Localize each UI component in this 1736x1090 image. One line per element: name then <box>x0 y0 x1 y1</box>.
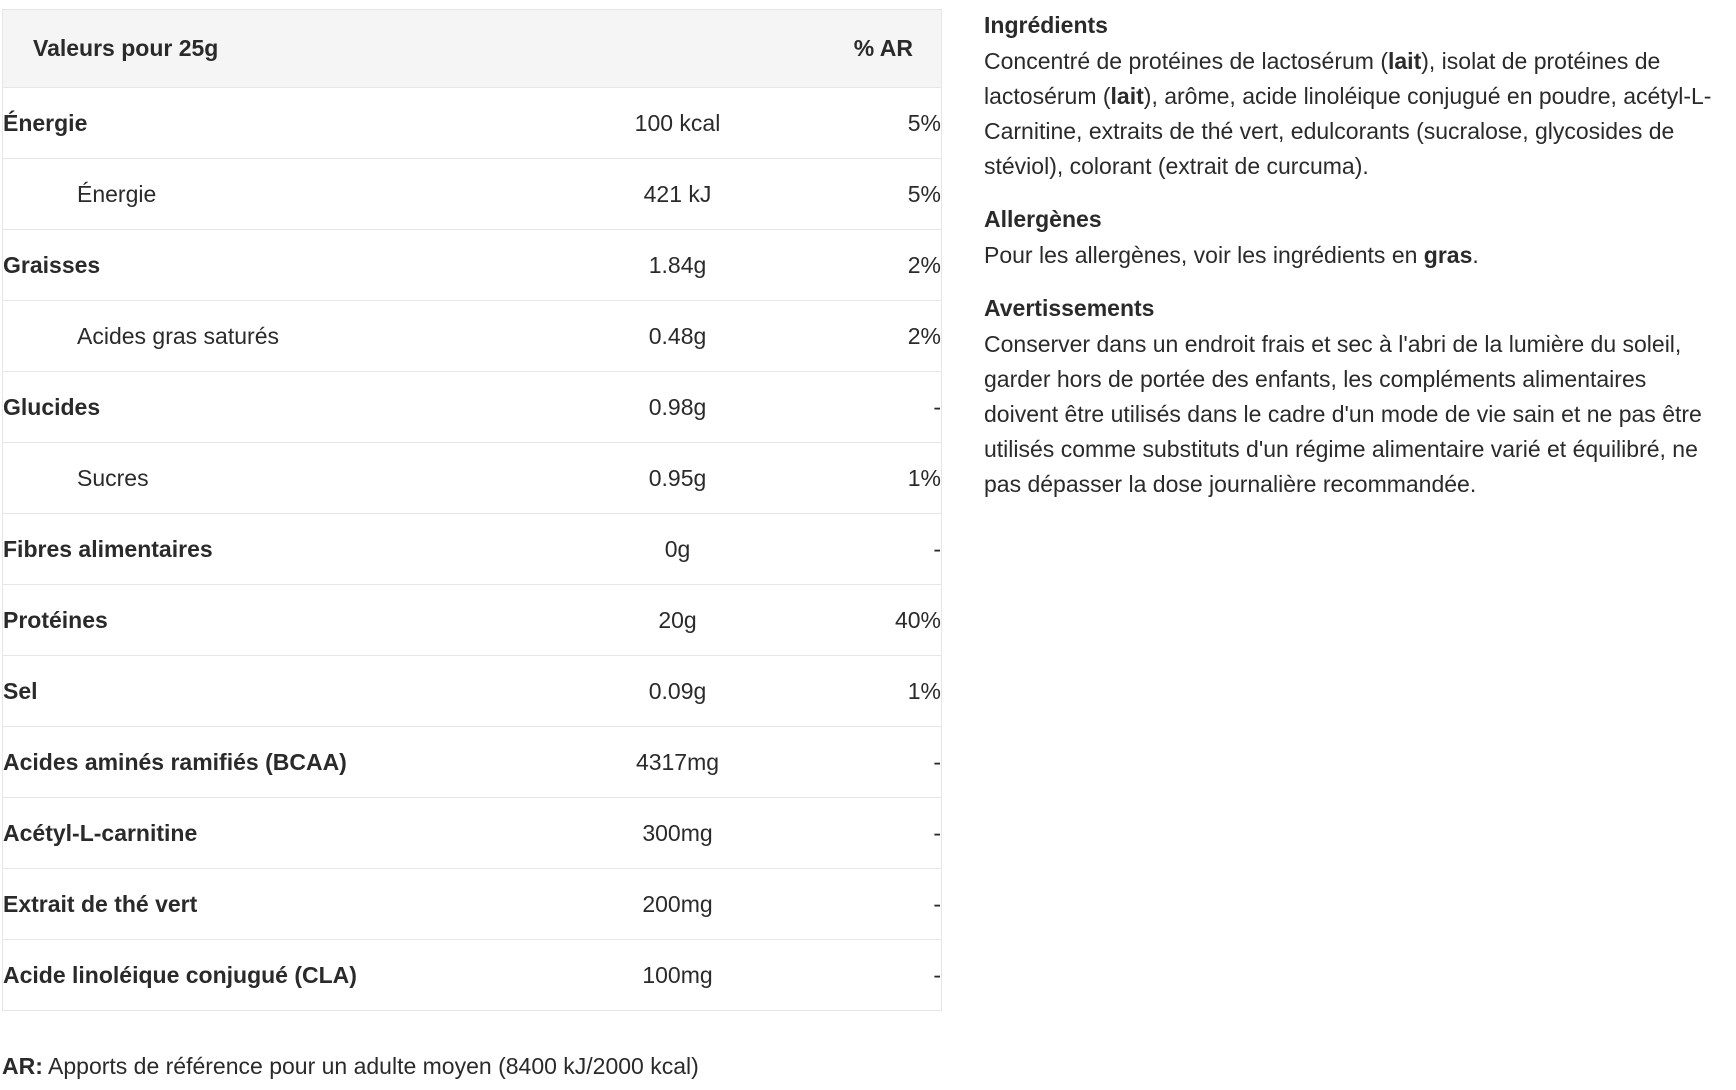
nutrient-ar: - <box>833 798 942 869</box>
header-values-per: Valeurs pour 25g <box>3 10 523 88</box>
warnings-title: Avertissements <box>984 295 1155 321</box>
nutrient-ar: 2% <box>833 230 942 301</box>
table-row <box>3 727 942 798</box>
nutrient-value: 200mg <box>523 869 833 940</box>
nutrient-ar: - <box>833 514 942 585</box>
nutrient-name: Protéines <box>3 585 523 656</box>
nutrient-name: Sucres <box>3 443 523 514</box>
table-row <box>3 656 942 727</box>
table-row <box>3 514 942 585</box>
nutrient-ar: 40% <box>833 585 942 656</box>
header-value-column <box>523 10 833 88</box>
nutrient-ar: - <box>833 727 942 798</box>
nutrient-name: Énergie <box>3 159 523 230</box>
footnote-label: AR: <box>2 1053 43 1079</box>
nutrient-value: 421 kJ <box>523 159 833 230</box>
table-row <box>3 940 942 1011</box>
nutrient-value: 100 kcal <box>523 88 833 159</box>
nutrient-name: Extrait de thé vert <box>3 869 523 940</box>
table-row <box>3 372 942 443</box>
table-row <box>3 443 942 514</box>
allergens-text <box>984 238 1724 273</box>
nutrient-value: 0.98g <box>523 372 833 443</box>
ingredients-text-part: Concentré de protéines de lactosérum ( <box>984 48 1388 74</box>
allergens-bold-word: gras <box>1423 242 1473 268</box>
footnote-text: Apports de référence pour un adulte moyen (8400 kJ/2000 kcal) <box>48 1053 699 1079</box>
nutrition-table <box>2 9 942 1011</box>
nutrient-ar: - <box>833 940 942 1011</box>
header-ar: % AR <box>833 10 942 88</box>
nutrient-ar: 5% <box>833 159 942 230</box>
nutrient-name: Glucides <box>3 372 523 443</box>
nutrient-name: Sel <box>3 656 523 727</box>
allergens-title: Allergènes <box>984 206 1102 232</box>
table-row <box>3 159 942 230</box>
allergen-highlight: lait <box>1110 83 1144 109</box>
nutrient-ar: - <box>833 372 942 443</box>
nutrient-value: 0.09g <box>523 656 833 727</box>
allergen-highlight: lait <box>1388 48 1422 74</box>
ar-footnote <box>2 1053 699 1080</box>
nutrient-value: 300mg <box>523 798 833 869</box>
table-header-row <box>3 10 942 88</box>
nutrient-name: Acide linoléique conjugué (CLA) <box>3 940 523 1011</box>
nutrient-name: Acides gras saturés <box>3 301 523 372</box>
table-row <box>3 230 942 301</box>
nutrient-ar: 1% <box>833 443 942 514</box>
product-info-panel <box>984 10 1724 522</box>
nutrient-value: 100mg <box>523 940 833 1011</box>
nutrition-table-container <box>2 9 941 1011</box>
ingredients-text-part: ), isolat de protéines de lactosérum ( <box>984 48 1661 109</box>
nutrient-value: 4317mg <box>523 727 833 798</box>
nutrient-value: 0.48g <box>523 301 833 372</box>
nutrient-value: 0.95g <box>523 443 833 514</box>
nutrient-name: Énergie <box>3 88 523 159</box>
table-row <box>3 585 942 656</box>
ingredients-title: Ingrédients <box>984 12 1108 38</box>
nutrient-name: Acétyl-L-carnitine <box>3 798 523 869</box>
table-row <box>3 798 942 869</box>
nutrient-value: 1.84g <box>523 230 833 301</box>
nutrient-ar: 5% <box>833 88 942 159</box>
table-row <box>3 88 942 159</box>
table-row <box>3 869 942 940</box>
table-row <box>3 301 942 372</box>
allergens-text-part: Pour les allergènes, voir les ingrédients en <box>984 242 1424 268</box>
warnings-text: Conserver dans un endroit frais et sec à l'abri de la lumière du soleil, garder hors de portée des enfants, les compléments alimentaires doivent être utilisés dans le cadre d'un mode de vie sain et ne pas être utilisés comme substituts d'un régime alimentaire varié et équilibré, ne pas dépasser la dose journalière recommandée. <box>984 331 1702 497</box>
nutrient-name: Fibres alimentaires <box>3 514 523 585</box>
nutrient-value: 0g <box>523 514 833 585</box>
nutrient-name: Acides aminés ramifiés (BCAA) <box>3 727 523 798</box>
nutrient-name: Graisses <box>3 230 523 301</box>
ingredients-text <box>984 44 1724 184</box>
nutrient-value: 20g <box>523 585 833 656</box>
ingredients-text-part: ), arôme, acide linoléique conjugué en poudre, acétyl-L-Carnitine, extraits de thé vert, edulcorants (sucralose, glycosides de stéviol), colorant (extrait de curcuma). <box>984 83 1712 179</box>
allergens-text-part: . <box>1472 242 1479 268</box>
nutrient-ar: 1% <box>833 656 942 727</box>
nutrient-ar: 2% <box>833 301 942 372</box>
nutrient-ar: - <box>833 869 942 940</box>
